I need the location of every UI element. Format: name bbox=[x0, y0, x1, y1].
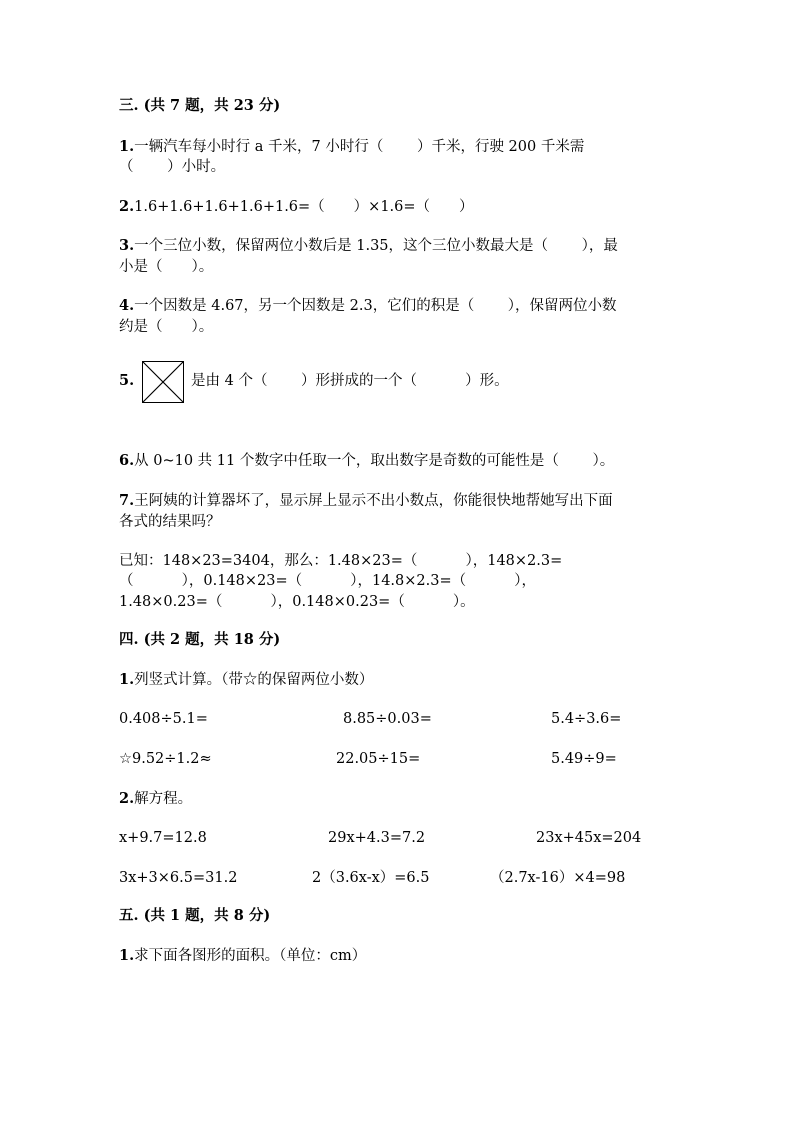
question-4-1 bbox=[119, 670, 373, 690]
square-figure-icon bbox=[143, 362, 183, 402]
question-number: 3. bbox=[119, 237, 135, 254]
question-text: 一个因数是 4.67，另一个因数是 2.3，它们的积是（ ），保留两位小数 bbox=[134, 298, 617, 314]
question-3-7 bbox=[119, 491, 613, 511]
equation-item: 23x+45x=204 bbox=[536, 830, 642, 846]
question-3-4 bbox=[119, 296, 617, 316]
equation-item: x+9.7=12.8 bbox=[119, 830, 207, 846]
calc-item: ☆9.52÷1.2≈ bbox=[119, 751, 212, 767]
section-5-heading: 五. (共 1 题，共 8 分) bbox=[119, 907, 271, 924]
question-3-7-given: 已知：148×23=3404，那么：1.48×23=（ ），148×2.3= bbox=[119, 553, 563, 569]
equation-item: 29x+4.3=7.2 bbox=[328, 830, 426, 846]
question-text: 一辆汽车每小时行 a 千米，7 小时行（ ）千米，行驶 200 千米需 bbox=[134, 139, 585, 155]
question-3-7-given-cont: （ ），0.148×23=（ ），14.8×2.3=（ ）， bbox=[119, 573, 536, 589]
question-number: 1. bbox=[119, 947, 135, 964]
question-number: 2. bbox=[119, 198, 135, 215]
question-3-3-cont: 小是（ ）。 bbox=[119, 259, 214, 275]
question-3-6 bbox=[119, 451, 614, 471]
question-number: 1. bbox=[119, 671, 135, 688]
question-text: 1.6+1.6+1.6+1.6+1.6=（ ）×1.6=（ ） bbox=[134, 199, 474, 215]
calc-item: 0.408÷5.1= bbox=[119, 711, 208, 727]
equation-item: 2（3.6x-x）=6.5 bbox=[312, 870, 430, 886]
calc-item: 8.85÷0.03= bbox=[343, 711, 432, 727]
question-3-4-cont: 约是（ ）。 bbox=[119, 319, 214, 335]
question-3-3 bbox=[119, 236, 618, 256]
question-text: 从 0~10 共 11 个数字中任取一个，取出数字是奇数的可能性是（ ）。 bbox=[134, 453, 615, 469]
question-3-7-cont: 各式的结果吗？ bbox=[119, 514, 221, 530]
equation-item: （2.7x-16）×4=98 bbox=[490, 870, 626, 886]
section-3-heading: 三. (共 7 题，共 23 分) bbox=[119, 97, 281, 114]
question-3-2 bbox=[119, 197, 474, 217]
question-number: 7. bbox=[119, 492, 135, 509]
question-number: 1. bbox=[119, 138, 135, 155]
question-3-1 bbox=[119, 137, 584, 157]
question-number: 4. bbox=[119, 297, 135, 314]
equation-item: 3x+3×6.5=31.2 bbox=[119, 870, 238, 886]
question-number: 6. bbox=[119, 452, 135, 469]
question-3-1-cont: （ ）小时。 bbox=[119, 159, 226, 175]
question-text: 解方程。 bbox=[134, 791, 193, 807]
question-text: 一个三位小数，保留两位小数后是 1.35，这个三位小数最大是（ ），最 bbox=[134, 238, 618, 254]
question-5-1 bbox=[119, 946, 366, 966]
question-3-5-number: 5. bbox=[119, 372, 135, 389]
question-4-2 bbox=[119, 789, 192, 809]
calc-item: 5.49÷9= bbox=[551, 751, 617, 767]
calc-item: 5.4÷3.6= bbox=[551, 711, 622, 727]
question-3-7-given-cont2: 1.48×0.23=（ ），0.148×0.23=（ ）。 bbox=[119, 594, 475, 610]
square-diagonals-figure bbox=[142, 361, 184, 403]
calc-item: 22.05÷15= bbox=[336, 751, 421, 767]
question-3-5-text: 是由 4 个（ ）形拼成的一个（ ）形。 bbox=[191, 373, 509, 389]
section-4-heading: 四. (共 2 题，共 18 分) bbox=[119, 631, 281, 648]
question-text: 王阿姨的计算器坏了，显示屏上显示不出小数点，你能很快地帮她写出下面 bbox=[134, 493, 613, 509]
question-number: 2. bbox=[119, 790, 135, 807]
question-text: 列竖式计算。（带☆的保留两位小数） bbox=[134, 672, 374, 688]
question-text: 求下面各图形的面积。（单位：cm） bbox=[134, 948, 367, 964]
